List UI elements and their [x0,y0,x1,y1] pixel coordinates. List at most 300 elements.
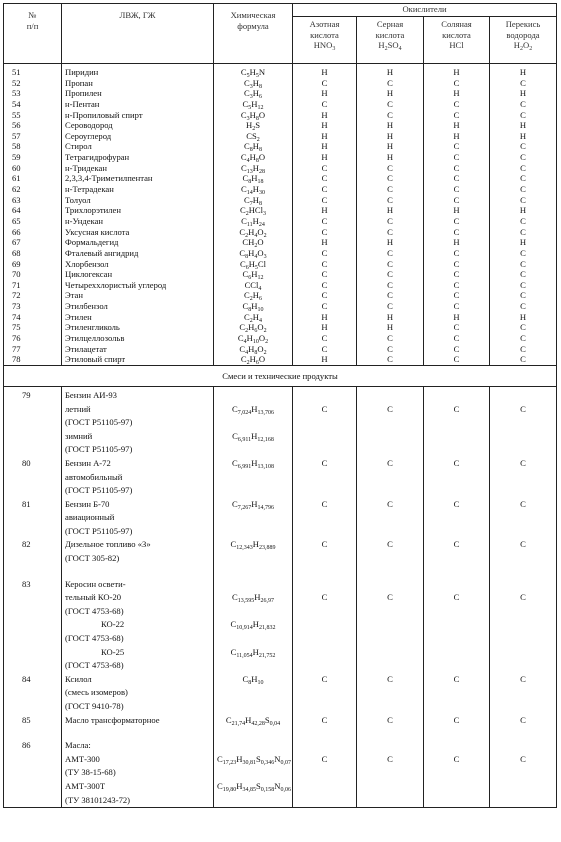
formula-subscript: 13,706 [257,409,274,416]
formula-subscript: 2 [263,328,267,335]
substance-name: Пиридин [62,64,214,78]
formula-line [217,443,289,457]
value-line: С [520,714,526,725]
value-line [427,552,486,566]
mixture-line: Масло трансформаторное [65,714,160,725]
compat-value: Н [424,120,490,131]
formula-cell [214,99,293,110]
value-line [427,739,486,753]
compat-value: С [490,333,557,344]
compat-value: С [293,333,357,344]
mixture-line: тельный КО-20 [65,592,122,603]
value-line [360,443,420,457]
substance-name: Этилцеллозольв [62,333,214,344]
row-number: 74 [4,312,62,323]
row-number: 62 [4,184,62,195]
formula-line [217,632,289,646]
value-line [360,739,420,753]
table-row [4,322,557,333]
value-line [493,389,553,403]
formula-subscript: 34,85 [242,786,256,793]
value-line: С [453,403,460,414]
formula-subscript: 12,343 [236,545,253,552]
value-line: С [387,498,393,509]
formula-cell [214,163,293,174]
row-number: 80 [4,457,62,498]
value-line: С [321,457,328,468]
chemical-formula: $C_{17,23}H_{30,81}S_{0,346}N_{0,07}$ [217,753,291,766]
compat-value [424,457,490,498]
formula-subscript: 4 [254,253,258,260]
table-row [4,301,557,312]
formula-subscript: 3 [263,253,267,260]
value-line [493,605,553,619]
compat-value: С [424,163,490,174]
value-line [296,416,353,430]
formula-cell [214,227,293,238]
value-line [493,430,553,444]
row-number: 84 [4,673,62,714]
compat-value: Н [490,205,557,216]
value-line [360,389,420,403]
formula-subscript: 21,752 [258,652,276,659]
value-line [360,484,420,498]
formula-line [217,646,289,660]
formula-subscript: 8 [249,147,253,154]
formula-subscript: 24 [258,221,265,228]
formula-subscript: 5 [254,264,258,271]
table-row [4,237,557,248]
formula-cell [214,152,293,163]
compat-value [424,714,490,740]
formula-subscript: 2 [246,360,250,367]
row-number: 53 [4,88,62,99]
compat-value [357,714,424,740]
compat-value: С [490,301,557,312]
formula-subscript: 7 [249,200,253,207]
mixture-line: автомобильный [65,471,123,482]
oxidizer-line: кислота [442,29,471,40]
chemical-formula: $C_{19,80}H_{34,85}S_{0,158}N_{0,06}$ [217,780,291,793]
value-line: С [387,673,393,684]
header-oxidizers: Окислители [293,4,557,17]
formula-line [217,766,289,780]
value-line [296,659,353,673]
row-number: 55 [4,110,62,121]
row-number: 56 [4,120,62,131]
value-line: С [321,753,328,764]
row-number: 68 [4,248,62,259]
formula-subscript: 17,23 [222,759,237,766]
mixture-line: (ГОСТ 9410-78) [65,701,124,711]
formula-cell [214,457,293,498]
value-line [493,484,553,498]
value-line [360,659,420,673]
formula-subscript: 12 [257,275,264,282]
row-number: 71 [4,280,62,291]
table-row [4,78,557,89]
compat-value: С [424,227,490,238]
compat-value: Н [293,64,357,78]
value-line [360,416,420,430]
mixture-line: Бензин А-72 [65,457,111,468]
value-line [296,389,353,403]
row-number: 77 [4,344,62,355]
table-row [4,131,557,142]
compat-value: С [357,227,424,238]
formula-subscript: 10 [257,307,264,314]
formula-cell [214,333,293,344]
compat-value: Н [424,131,490,142]
compat-value [490,498,557,539]
mixture-line: авиационный [65,512,115,523]
value-line: С [520,539,526,550]
formula-line [217,794,289,808]
formula-subscript: 4 [246,158,250,165]
compat-value: С [424,280,490,291]
formula-subscript: 8 [254,349,258,356]
chemical-formula: $C_{11}H_{24}$ [241,215,265,228]
formula-subscript: 7,024 [237,409,252,416]
compat-value: С [424,195,490,206]
oxidizer-line: Азотная [309,19,340,29]
formula-line [217,471,289,485]
compat-value: С [490,99,557,110]
row-number: 78 [4,354,62,365]
mixture-row [4,457,557,498]
table-row [4,280,557,291]
value-line: С [387,592,393,603]
table-row [4,163,557,174]
formula-subscript: 8 [255,158,259,165]
value-line [296,552,353,566]
value-line [296,780,353,794]
table-row [4,110,557,121]
compat-value: С [490,344,557,355]
value-line [360,780,420,794]
compat-value: С [424,173,490,184]
formula-subscript: 10,914 [236,625,253,632]
formula-cell [214,578,293,673]
formula-subscript: 6 [248,275,252,282]
compat-value: Н [293,131,357,142]
value-line [493,471,553,485]
oxidizer-line: водорода [506,29,540,40]
compat-value: С [357,280,424,291]
compat-value: Н [490,120,557,131]
compat-value: С [490,195,557,206]
substance-name: н-Ундекан [62,216,214,227]
compat-value: Н [357,120,424,131]
compat-value: С [490,78,557,89]
formula-cell [214,78,293,89]
mixture-name [62,498,214,539]
formula-subscript: 2 [245,232,249,239]
mixture-line: (ГОСТ Р51105-97) [65,485,133,496]
mixture-line: КО-25 [101,646,125,657]
compat-value: С [424,290,490,301]
formula-subscript: 2 [249,317,253,324]
formula-cell [214,269,293,280]
table-row [4,312,557,323]
table-row [4,354,557,365]
compat-value: Н [357,131,424,142]
compat-value: С [357,248,424,259]
compat-value [293,673,357,714]
compat-value: С [293,173,357,184]
chemical-formula: $C_2H_6O$ [240,354,266,367]
compat-value: С [293,216,357,227]
row-number: 75 [4,322,62,333]
table-row [4,195,557,206]
formula-subscript: 4 [398,46,402,52]
compat-value: С [424,248,490,259]
substance-name: н-Тетрадекан [62,184,214,195]
formula-subscript: 8 [248,307,252,314]
chemical-formula: $C_3H_8O$ [240,109,266,122]
row-number: 72 [4,290,62,301]
value-line [296,794,353,808]
value-line: С [387,753,393,764]
compat-value [490,714,557,740]
formula-cell [214,354,293,365]
mixture-name [62,714,214,740]
formula-subscript: 6 [258,296,262,303]
formula-subscript: 42,28 [251,720,265,727]
formula-line [217,389,289,403]
substance-name: Этилацетат [62,344,214,355]
value-line [296,511,353,525]
row-number: 76 [4,333,62,344]
compat-value: Н [490,312,557,323]
row-number: 52 [4,78,62,89]
formula-subscript: 18 [257,179,264,186]
compat-value: С [293,259,357,270]
compat-value: С [490,269,557,280]
compat-value: С [293,269,357,280]
compat-value: С [293,78,357,89]
value-line: С [453,498,460,509]
value-line: С [321,403,328,414]
compat-value [357,578,424,673]
value-line [360,578,420,592]
compat-value: Н [424,205,490,216]
compat-value: Н [293,205,357,216]
mixture-row [4,498,557,539]
chemical-formula: $C_8H_{10}$ [242,673,264,686]
formula-subscript: 2 [265,339,269,346]
formula-line [217,753,289,767]
mixture-name [62,578,214,673]
row-number: 85 [4,714,62,740]
formula-subscript: 10 [252,339,259,346]
compat-value: Н [357,312,424,323]
value-line [427,646,486,660]
mixture-name [62,457,214,498]
compat-value: С [424,152,490,163]
chemical-formula: $C_4H_8O$ [240,152,266,165]
value-line [427,794,486,808]
formula-cell [214,301,293,312]
mixture-line: (ГОСТ 4753-68) [65,605,124,616]
table-row [4,248,557,259]
value-line [493,659,553,673]
mixture-line: Дизельное топливо «З» [65,539,151,550]
formula-line [217,403,289,417]
oxidizer-formula: $H_2O_2$ [513,40,533,52]
formula-line [217,659,289,673]
value-line [493,794,553,808]
compat-value: С [424,269,490,280]
compat-value [490,673,557,714]
compat-value: Н [293,120,357,131]
compat-value: С [357,216,424,227]
mixture-row [4,538,557,577]
compat-value: С [357,78,424,89]
formula-line [217,430,289,444]
mixture-name [62,673,214,714]
formula-line [217,538,289,552]
formula-subscript: 13,595 [237,598,255,605]
value-line [360,430,420,444]
compat-value: Н [357,205,424,216]
formula-cell [214,237,293,248]
row-number: 57 [4,131,62,142]
formula-subscript: 2 [245,211,249,218]
table-row [4,120,557,131]
formula-subscript: 21,74 [231,720,246,727]
formula-line [217,780,289,794]
value-line: С [453,539,460,550]
compat-value: С [490,227,557,238]
formula-subscript: 5 [246,73,250,79]
formula-subscript: 8 [258,83,262,90]
value-line [427,578,486,592]
formula-subscript: 8 [248,179,252,186]
row-number: 61 [4,173,62,184]
formula-line [217,700,289,714]
compat-value: С [357,99,424,110]
compat-value [424,538,490,577]
compat-value: С [490,280,557,291]
formula-line [217,673,289,687]
formula-cell [214,205,293,216]
chemical-formula: $CS_2$ [246,130,260,143]
header-oxidizer-2 [424,17,490,64]
row-number: 83 [4,578,62,673]
formula-subscript: 30,81 [242,759,256,766]
value-line [360,766,420,780]
chemical-formula: $C_8H_4O_3$ [239,247,267,260]
value-line: С [387,403,393,414]
formula-cell [214,673,293,714]
compat-value: С [293,301,357,312]
oxidizer-line: Соляная [441,19,472,29]
substance-name: Сероводород [62,120,214,131]
mixture-row [4,714,557,740]
mixture-line: Масла: [65,740,91,751]
substance-name: Уксусная кислота [62,227,214,238]
value-line [360,700,420,714]
value-line [360,794,420,808]
formula-subscript: 8 [258,200,262,207]
value-line [360,552,420,566]
compat-value: С [357,184,424,195]
formula-subscript: 0,07 [280,759,291,766]
formula-subscript: 0,04 [269,720,281,727]
formula-subscript: 14,796 [257,504,274,511]
compat-value: Н [424,312,490,323]
substance-name: Этилбензол [62,301,214,312]
formula-line [217,739,289,753]
header-oxidizer-1 [357,17,424,64]
formula-cell [214,88,293,99]
formula-subscript: 7,267 [237,504,252,511]
row-number: 51 [4,64,62,78]
compat-value: Н [357,88,424,99]
compat-value: Н [293,312,357,323]
value-line [493,632,553,646]
table-row [4,99,557,110]
formula-cell [214,322,293,333]
value-line: С [453,714,460,725]
formula-subscript: 2 [520,46,523,52]
compat-value: С [490,216,557,227]
compat-value: С [357,163,424,174]
value-line: С [520,457,526,468]
compat-value: Н [357,152,424,163]
chemical-formula: CCl$_4$ [244,279,262,292]
formula-cell [214,739,293,807]
table-row [4,227,557,238]
oxidizer-formula: HCl [449,40,464,50]
value-line: С [321,539,328,550]
formula-subscript: 8 [248,679,252,686]
compat-value [424,739,490,807]
formula-cell [214,195,293,206]
compat-value [490,578,557,673]
compat-value: С [357,301,424,312]
substance-name: Пропилен [62,88,214,99]
mixture-line: (ГОСТ 305-82) [65,553,120,564]
value-line: С [520,673,526,684]
substance-name: Трихлорэтилен [62,205,214,216]
compat-value: Н [357,322,424,333]
compat-value: С [293,344,357,355]
compat-value: С [490,141,557,152]
value-line [427,632,486,646]
formula-subscript: 3 [332,46,336,52]
chemical-formula: $C_2H_4$ [244,311,262,324]
compat-value [424,498,490,539]
chemical-formula: $C_8H_8$ [244,141,262,154]
formula-subscript: 10 [257,679,264,686]
formula-cell [214,120,293,131]
formula-cell [214,248,293,259]
substance-name: Толуол [62,195,214,206]
formula-subscript: 6 [254,328,258,335]
header-oxidizer-0 [293,17,357,64]
value-line [360,618,420,632]
compat-value: С [357,259,424,270]
substance-name: Этиленгликоль [62,322,214,333]
formula-subscript: 8 [245,253,249,260]
formula-subscript: 12 [257,104,264,111]
compat-value [293,386,357,456]
chemical-formula: $C_2HCl_3$ [239,205,267,218]
substance-name: Четыреххлористый углерод [62,280,214,291]
mixture-line: Бензин АИ-93 [65,389,117,400]
